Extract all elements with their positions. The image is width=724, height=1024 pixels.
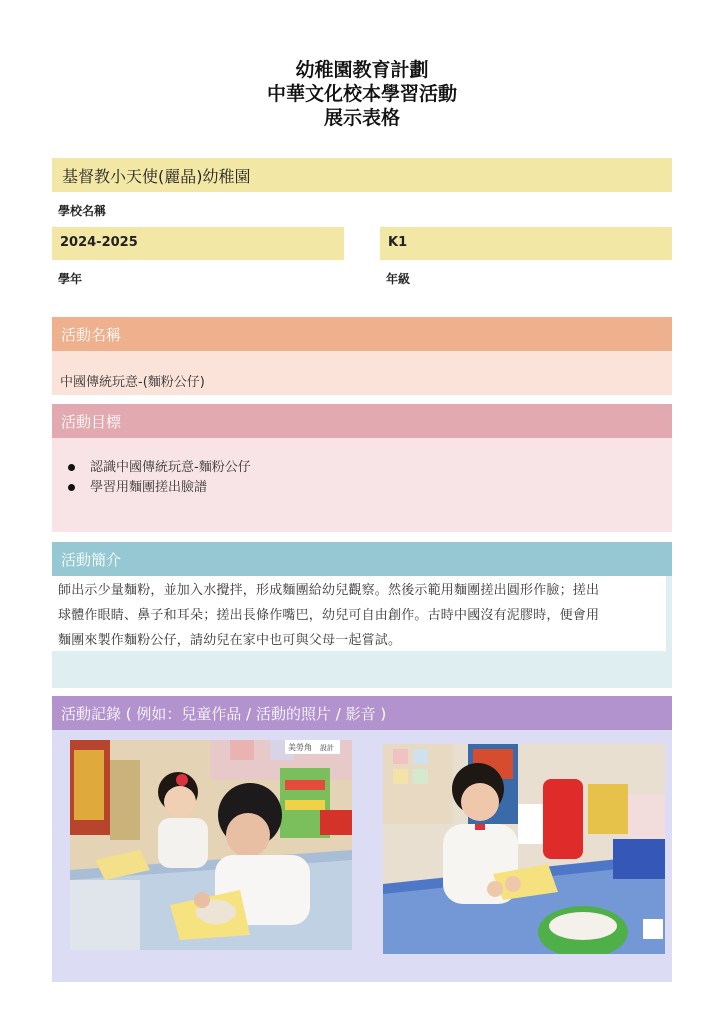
list-item (60, 458, 664, 478)
goal-text: 學習用麵團搓出臉譜 (90, 480, 208, 495)
goal-text: 認識中國傳統玩意-麵粉公仔 (90, 460, 251, 475)
activity-name-value: 中國傳統玩意-(麵粉公仔) (52, 351, 672, 395)
intro-line: 麵團來製作麵粉公仔，請幼兒在家中也可與父母一起嘗試。 (58, 633, 402, 648)
title-line-1: 幼稚園教育計劃 (295, 59, 429, 81)
activity-photo-1 (70, 740, 352, 950)
intro-line: 師出示少量麵粉，並加入水攪拌，形成麵團給幼兒觀察。然後示範用麵團搓出圓形作臉；搓出 (58, 583, 600, 598)
bullet-icon (68, 464, 75, 471)
school-year-field: 2024-2025 (52, 227, 344, 260)
activity-intro-text (52, 576, 666, 651)
school-year-label: 學年 (58, 272, 83, 286)
activity-record-heading: 活動記錄 ( 例如：兒童作品 / 活動的照片 / 影音 ) (52, 696, 672, 730)
list-item (60, 478, 664, 498)
bullet-icon (68, 484, 75, 491)
document-title (0, 58, 724, 130)
photo-sign-text: 美勞角 (288, 743, 312, 752)
school-name-label: 學校名稱 (58, 204, 107, 218)
photo-sign-text: 設計 (320, 744, 334, 752)
grade-field: K1 (380, 227, 672, 260)
activity-photo-2 (383, 744, 665, 954)
grade-label: 年級 (386, 272, 411, 286)
school-name-field: 基督教小天使(麗晶)幼稚園 (52, 158, 672, 192)
activity-goals-list (52, 438, 672, 532)
intro-line: 球體作眼睛、鼻子和耳朵；搓出長條作嘴巴，幼兒可自由創作。古時中國沒有泥膠時，便會用 (58, 608, 600, 623)
activity-intro-heading: 活動簡介 (52, 542, 672, 576)
title-line-3: 展示表格 (323, 107, 400, 129)
activity-intro-section (52, 576, 672, 688)
activity-name-heading: 活動名稱 (52, 317, 672, 351)
title-line-2: 中華文化校本學習活動 (266, 83, 457, 105)
activity-goals-heading: 活動目標 (52, 404, 672, 438)
